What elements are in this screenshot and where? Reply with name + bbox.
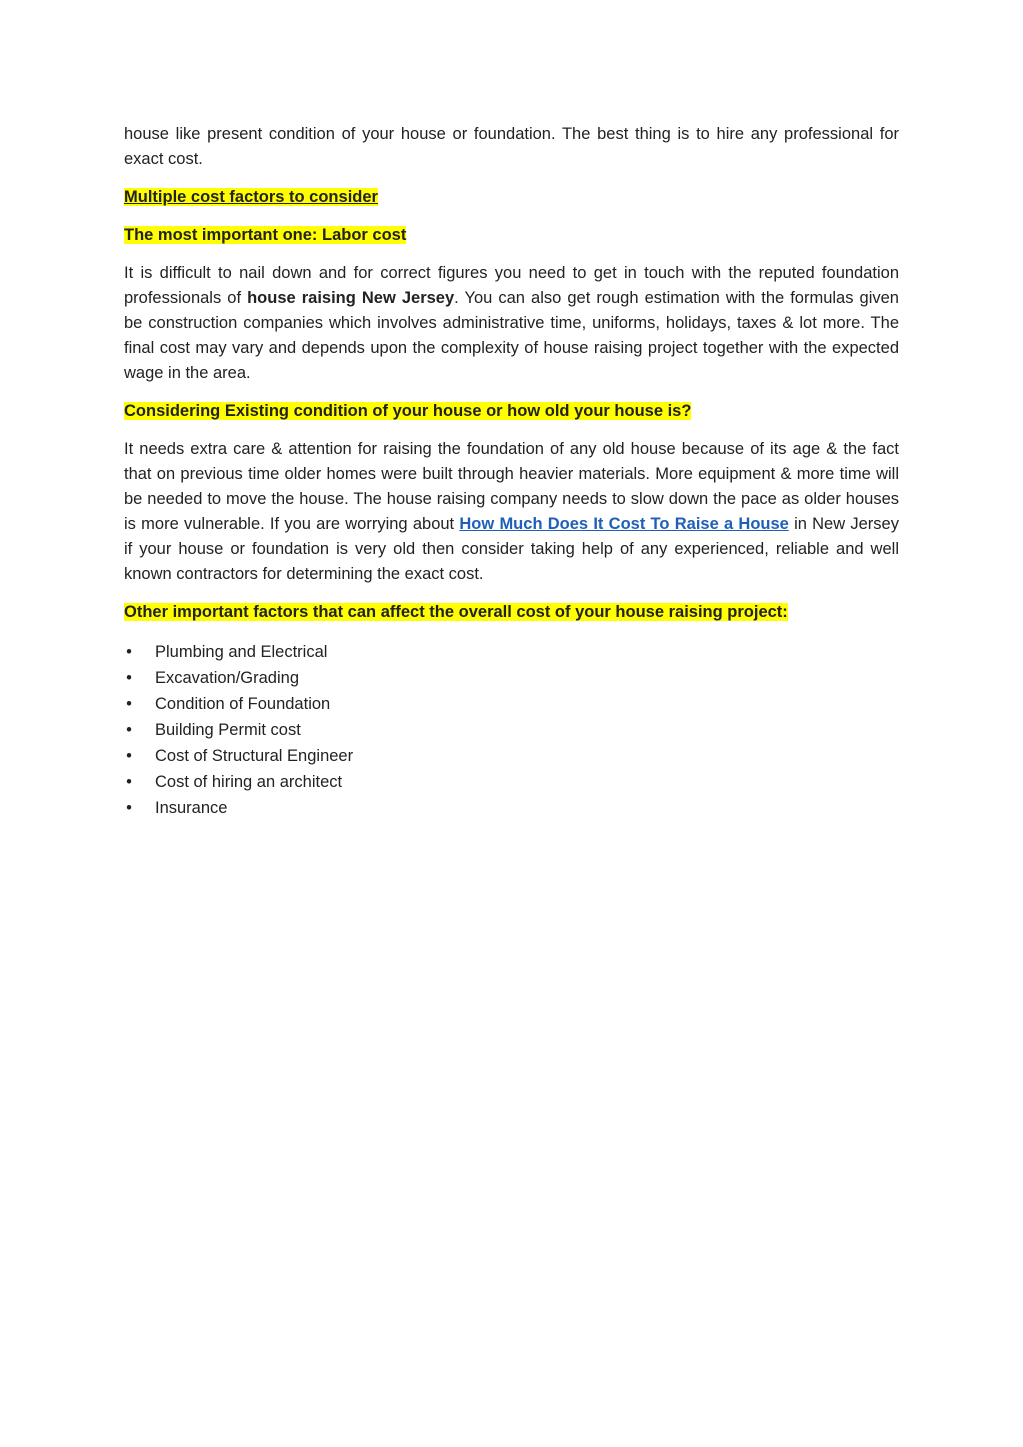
- factors-list: [124, 639, 899, 821]
- heading-other-factors-text: Other important factors that can affect the overall cost of your house raising project:: [124, 603, 788, 621]
- list-item: [124, 795, 899, 821]
- bullet-icon: •: [126, 721, 132, 739]
- document-page: [124, 122, 899, 821]
- heading-existing-condition: [124, 399, 899, 424]
- list-item: [124, 691, 899, 717]
- heading-other-factors: [124, 600, 899, 625]
- list-item-text: Condition of Foundation: [155, 695, 331, 713]
- list-item-text: Cost of hiring an architect: [155, 773, 343, 791]
- bullet-icon: •: [126, 773, 132, 791]
- list-item-text: Excavation/Grading: [155, 669, 299, 687]
- bullet-icon: •: [126, 669, 132, 687]
- cost-to-raise-house-link[interactable]: How Much Does It Cost To Raise a House: [459, 515, 789, 533]
- bullet-icon: •: [126, 643, 132, 661]
- heading-multiple-cost-factors: [124, 185, 899, 210]
- existing-condition-text-a: It needs extra care & attention for raising the foundation of any old house because of its age & the fact that on previous time older homes were built through heavier materials. More equipment & more time will be needed to move the house. The house raising company needs to slow down the pace as older houses is more vulnerable. If you are worrying about: [124, 440, 899, 533]
- list-item-text: Insurance: [155, 799, 228, 817]
- list-item-text: Plumbing and Electrical: [155, 643, 328, 661]
- list-item: [124, 743, 899, 769]
- intro-paragraph: house like present condition of your house or foundation. The best thing is to hire any professional for exact cost.: [124, 125, 899, 168]
- list-item: [124, 717, 899, 743]
- labor-cost-paragraph: [124, 261, 899, 386]
- bullet-icon: •: [126, 695, 132, 713]
- heading-labor-cost: [124, 223, 899, 248]
- list-item: [124, 769, 899, 795]
- heading-multiple-cost-factors-text: Multiple cost factors to consider: [124, 188, 378, 206]
- heading-existing-condition-text: Considering Existing condition of your house or how old your house is?: [124, 402, 692, 420]
- labor-cost-bold-term: house raising New Jersey: [247, 289, 455, 307]
- existing-condition-text-b: in New Jersey if your house or foundation is very old then consider taking help of any experienced, reliable and well known contractors for determining the exact cost.: [124, 515, 899, 583]
- bullet-icon: •: [126, 799, 132, 817]
- list-item: [124, 665, 899, 691]
- list-item-text: Building Permit cost: [155, 721, 301, 739]
- labor-cost-text-a: It is difficult to nail down and for correct figures you need to get in touch with the reputed foundation professionals of: [124, 264, 899, 307]
- heading-labor-cost-text: The most important one: Labor cost: [124, 226, 407, 244]
- bullet-icon: •: [126, 747, 132, 765]
- existing-condition-paragraph: [124, 437, 899, 587]
- labor-cost-text-b: . You can also get rough estimation with the formulas given be construction companies which involves administrative time, uniforms, holidays, taxes & lot more. The final cost may vary and depends upon the complexity of house raising project together with the expected wage in the area.: [124, 289, 899, 382]
- list-item: [124, 639, 899, 665]
- list-item-text: Cost of Structural Engineer: [155, 747, 354, 765]
